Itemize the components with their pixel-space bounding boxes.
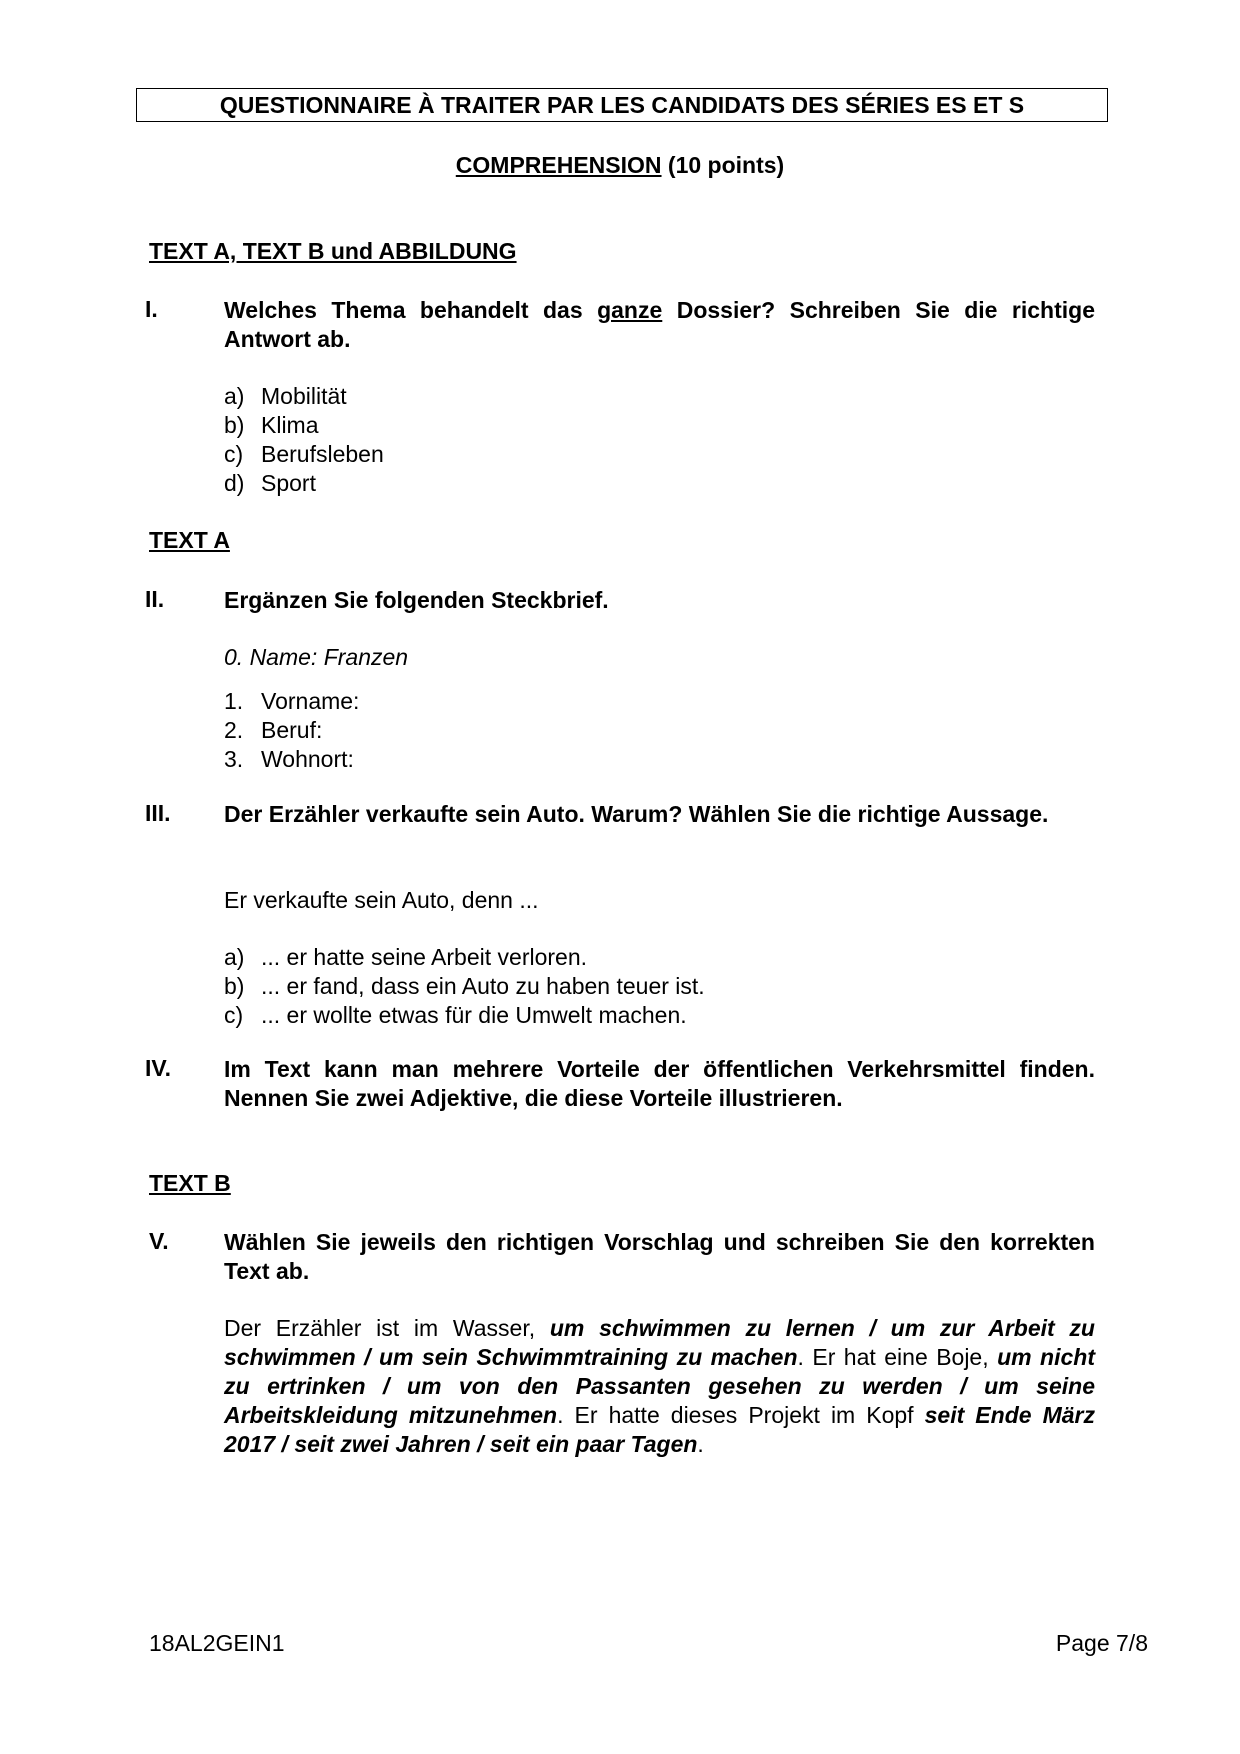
question-3-number: III. [145, 800, 171, 826]
question-3-stem: Er verkaufte sein Auto, denn ... [224, 887, 539, 913]
steckbrief-items [224, 687, 359, 774]
option-text: Mobilität [261, 383, 347, 409]
paragraph-text: . Er hat eine Boje, [797, 1344, 998, 1370]
option-text: ... er fand, dass ein Auto zu haben teuer ist. [261, 973, 705, 999]
item-label: 1. [224, 688, 244, 714]
option-text: ... er hatte seine Arbeit verloren. [261, 944, 588, 970]
question-4-number: IV. [145, 1055, 172, 1081]
option-text: Berufsleben [261, 441, 384, 467]
question-2-number: II. [145, 586, 165, 612]
question-3-text: Der Erzähler verkaufte sein Auto. Warum? Wählen Sie die richtige Aussage. [224, 801, 1049, 827]
list-item [224, 382, 384, 411]
item-label: 2. [224, 717, 244, 743]
question-1-text-part: Dossier? Schreiben Sie die richtige Antwort ab. [224, 297, 1095, 352]
list-item [224, 469, 384, 498]
list-item [224, 1001, 705, 1030]
list-item [224, 943, 705, 972]
question-3-options [224, 943, 705, 1030]
list-item [224, 972, 705, 1001]
option-label: c) [224, 1002, 244, 1028]
paragraph-text: . [697, 1431, 704, 1457]
section-title-text-ab: TEXT A, TEXT B und ABBILDUNG [149, 238, 517, 264]
question-1-number: I. [145, 296, 158, 322]
choice-group-2: um nicht zu ertrinken / um von den Passanten gesehen zu werden / um seine Arbeitskleidung mitzunehmen [224, 1344, 1095, 1428]
item-text: Vorname: [261, 688, 360, 714]
choice-group-3: seit Ende März 2017 / seit zwei Jahren / seit ein paar Tagen [224, 1402, 1095, 1457]
footer-code: 18AL2GEIN1 [149, 1630, 285, 1656]
list-item [224, 440, 384, 469]
questionnaire-title: QUESTIONNAIRE À TRAITER PAR LES CANDIDATS DES SÉRIES ES ET S [219, 92, 1025, 118]
option-label: b) [224, 412, 245, 438]
option-text: Sport [261, 470, 316, 496]
question-1-options [224, 382, 384, 498]
item-label: 3. [224, 746, 244, 772]
option-label: b) [224, 973, 245, 999]
steckbrief-example: 0. Name: Franzen [224, 644, 409, 670]
option-label: a) [224, 944, 245, 970]
option-label: a) [224, 383, 245, 409]
section-title-text-b: TEXT B [149, 1170, 231, 1196]
option-label: d) [224, 470, 245, 496]
list-item [224, 687, 359, 716]
question-2-text: Ergänzen Sie folgenden Steckbrief. [224, 587, 609, 613]
question-5-paragraph [224, 1314, 1095, 1459]
question-1-text-part: Welches Thema behandelt das [224, 297, 598, 323]
section-title-text-a: TEXT A [149, 527, 230, 553]
option-text: Klima [261, 412, 319, 438]
paragraph-text: Der Erzähler ist im Wasser, [224, 1315, 550, 1341]
list-item [224, 716, 359, 745]
questionnaire-title-box [136, 88, 1108, 122]
question-1-emphasis: ganze [597, 297, 663, 323]
option-text: ... er wollte etwas für die Umwelt machen. [261, 1002, 687, 1028]
comprehension-label: COMPREHENSION [455, 152, 662, 178]
paragraph-text: . Er hatte dieses Projekt im Kopf [557, 1402, 925, 1428]
question-5-text: Wählen Sie jeweils den richtigen Vorschlag und schreiben Sie den korrekten Text ab. [224, 1229, 1095, 1284]
question-5-number: V. [149, 1228, 169, 1254]
question-4-text: Im Text kann man mehrere Vorteile der öffentlichen Verkehrsmittel finden. Nennen Sie zwei Adjektive, die diese Vorteile illustrieren. [224, 1056, 1095, 1111]
footer-page-number: Page 7/8 [1055, 1630, 1148, 1656]
option-label: c) [224, 441, 244, 467]
list-item [224, 745, 359, 774]
question-1-text [224, 296, 1095, 354]
comprehension-points: (10 points) [667, 152, 785, 178]
comprehension-title [0, 152, 1240, 179]
choice-group-1: um schwimmen zu lernen / um zur Arbeit zu schwimmen / um sein Schwimmtraining zu machen [224, 1315, 1095, 1370]
list-item [224, 411, 384, 440]
item-text: Beruf: [261, 717, 323, 743]
item-text: Wohnort: [261, 746, 354, 772]
